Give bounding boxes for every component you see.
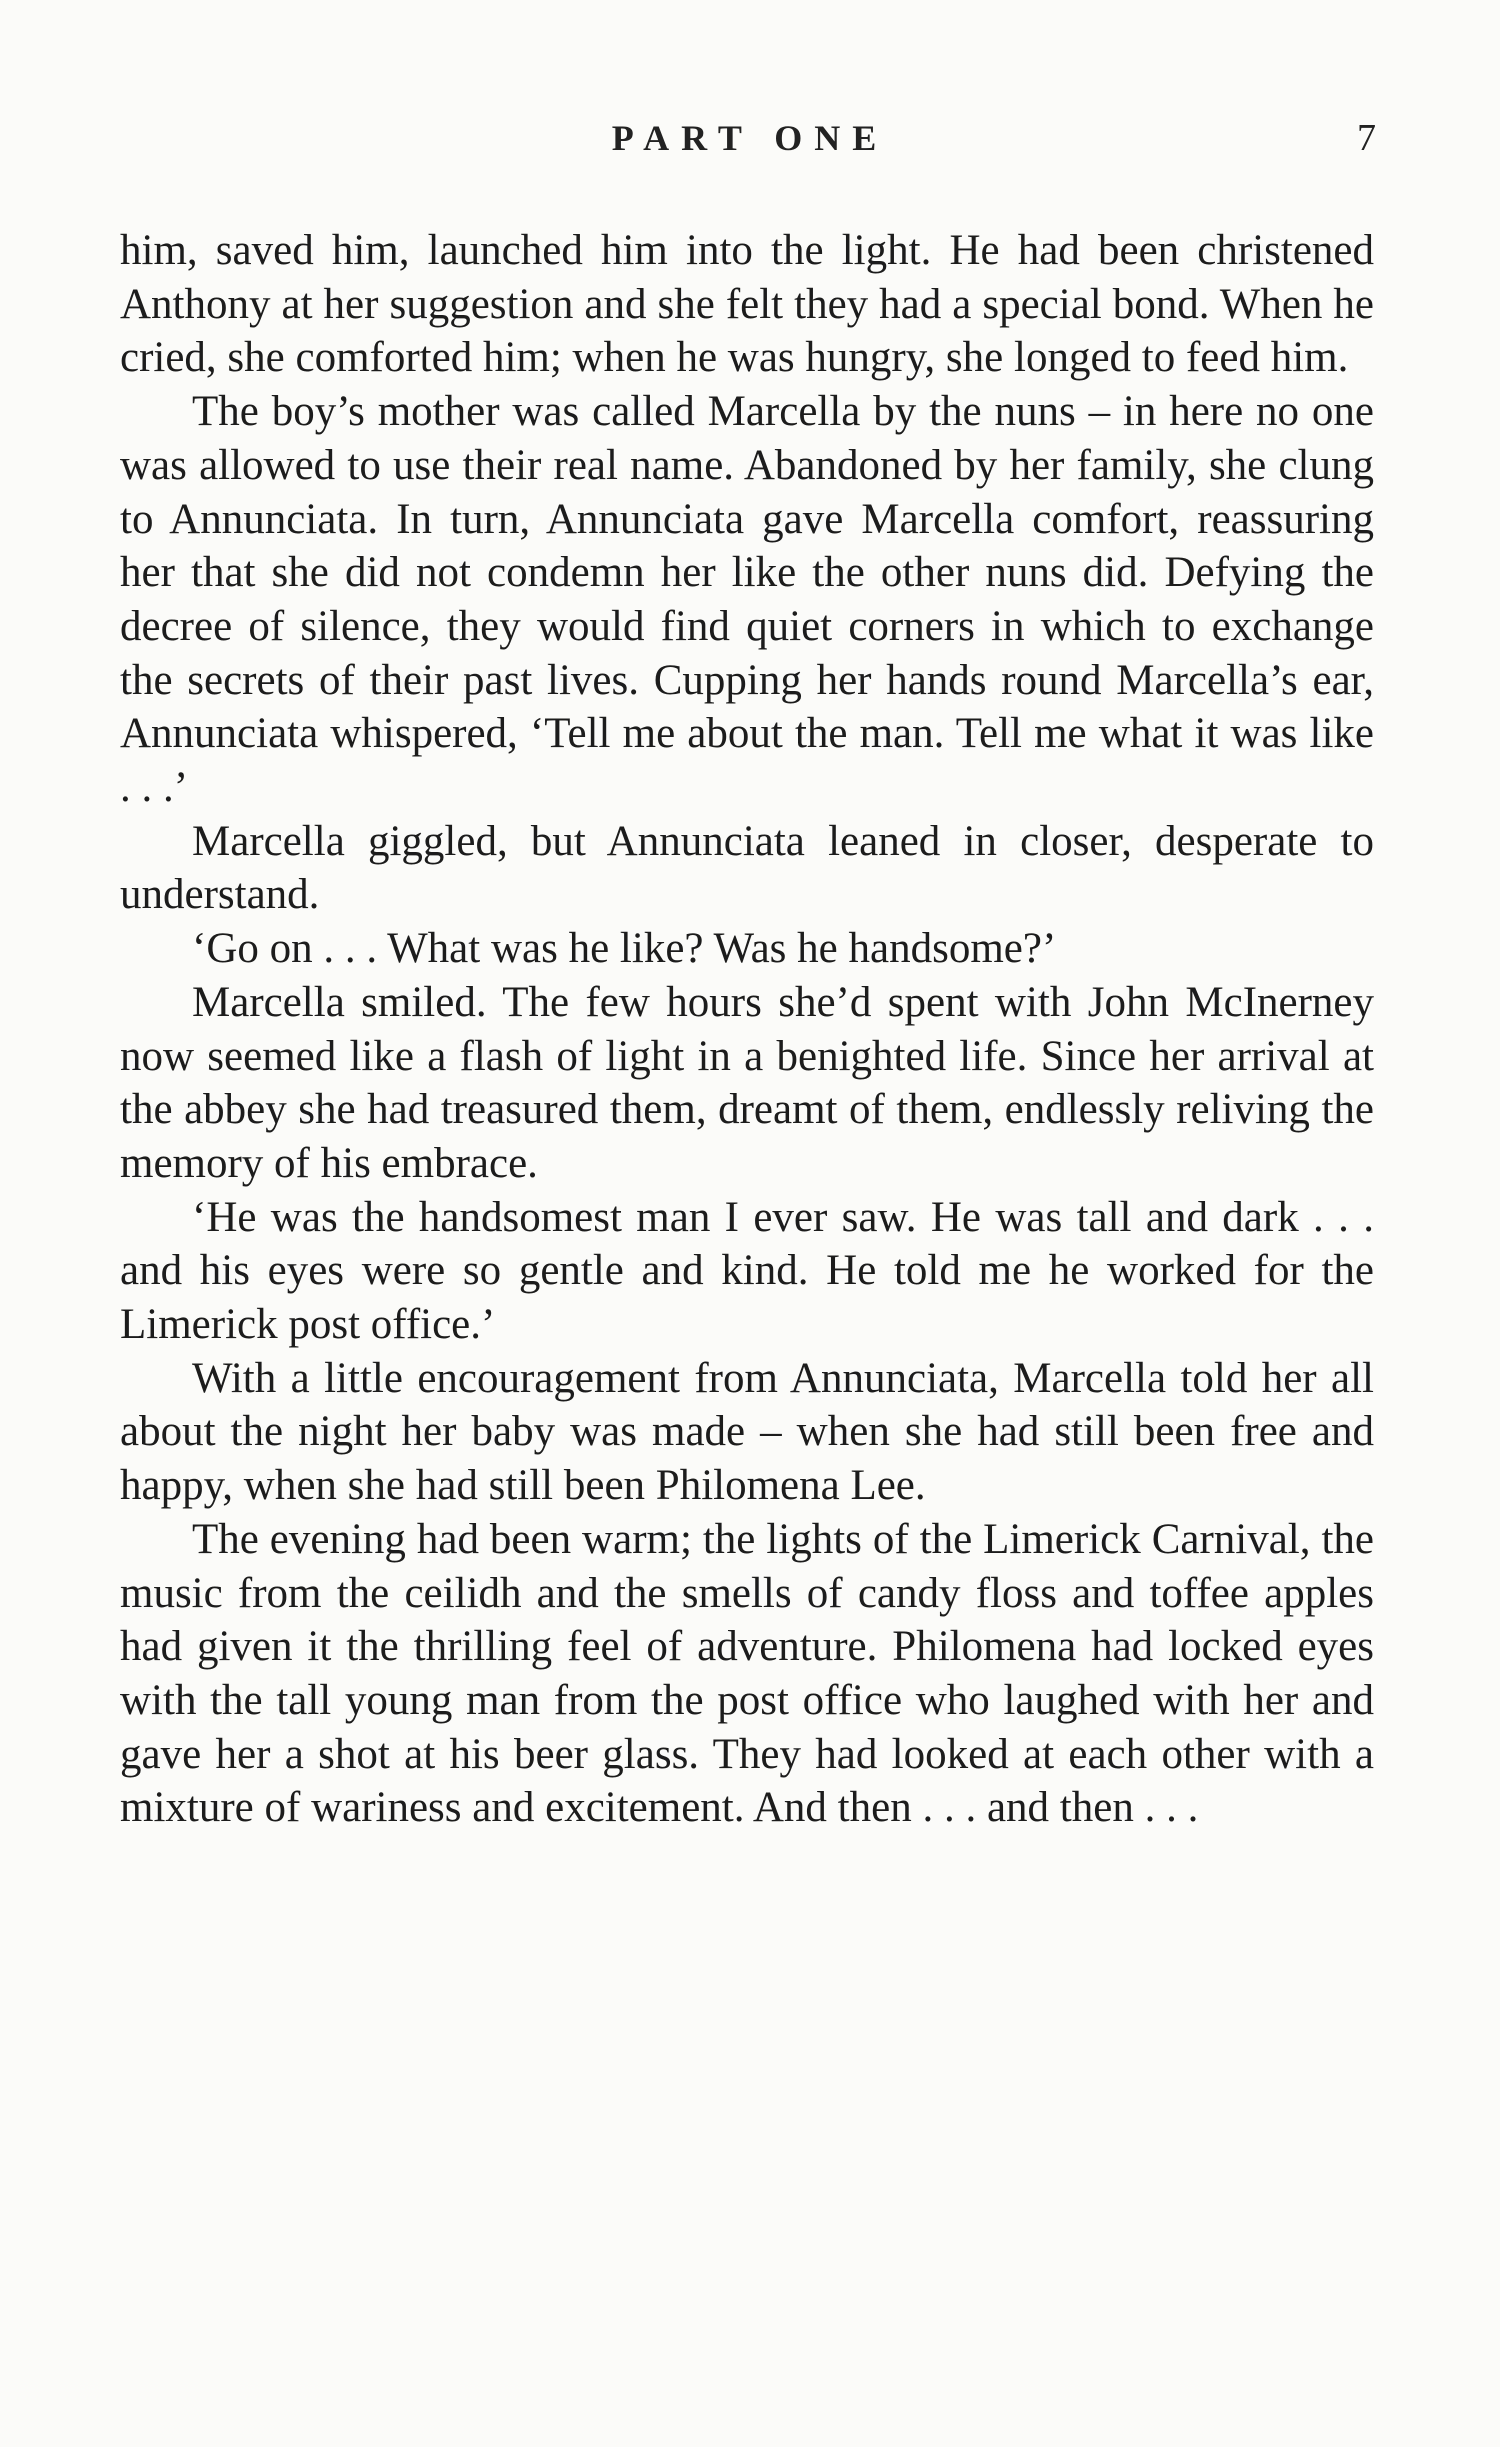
page-header	[0, 108, 1500, 168]
paragraph: Marcella smiled. The few hours she’d spent with John McInerney now seemed like a flash of light in a benighted life. Since her arrival at the abbey she had treasured them, dreamt of them, endlessly reliving the memory of his embrace.	[120, 978, 1374, 1187]
paragraph: Marcella giggled, but Annunciata leaned in closer, desperate to understand.	[120, 817, 1374, 919]
paragraph: ‘Go on . . . What was he like? Was he handsome?’	[192, 925, 1057, 973]
paragraph: ‘He was the handsomest man I ever saw. He was tall and dark . . . and his eyes were so gentle and kind. He told me he worked for the Limerick post office.’	[120, 1193, 1374, 1349]
paragraph: The boy’s mother was called Marcella by the nuns – in here no one was allowed to use their real name. Abandoned by her family, she clung to Annunciata. In turn, Annunciata gave Marcella comfort, reassuring her that she did not condemn her like the other nuns did. Defying the decree of silence, they would find quiet corners in which to exchange the secrets of their past lives. Cupping her hands round Marcella’s ear, Annunciata whispered, ‘Tell me about the man. Tell me what it was like . . .’	[120, 388, 1374, 812]
paragraph: him, saved him, launched him into the light. He had been christened Anthony at her suggestion and she felt they had a special bond. When he cried, she comforted him; when he was hungry, she longed to feed him.	[120, 227, 1374, 382]
paragraph: With a little encouragement from Annunciata, Marcella told her all about the night her baby was made – when she had still been free and happy, when she had still been Philomena Lee.	[120, 1354, 1374, 1510]
page-number: 7	[1357, 117, 1376, 159]
running-head: PART ONE	[611, 118, 889, 158]
body-text	[120, 224, 1374, 1835]
paragraph: The evening had been warm; the lights of the Limerick Carnival, the music from the ceilidh and the smells of candy floss and toffee apples had given it the thrilling feel of adventure. Philomena had locked eyes with the tall young man from the post office who laughed with her and gave her a shot at his beer glass. They had looked at each other with a mixture of wariness and excitement. And then . . . and then . . .	[120, 1515, 1374, 1832]
